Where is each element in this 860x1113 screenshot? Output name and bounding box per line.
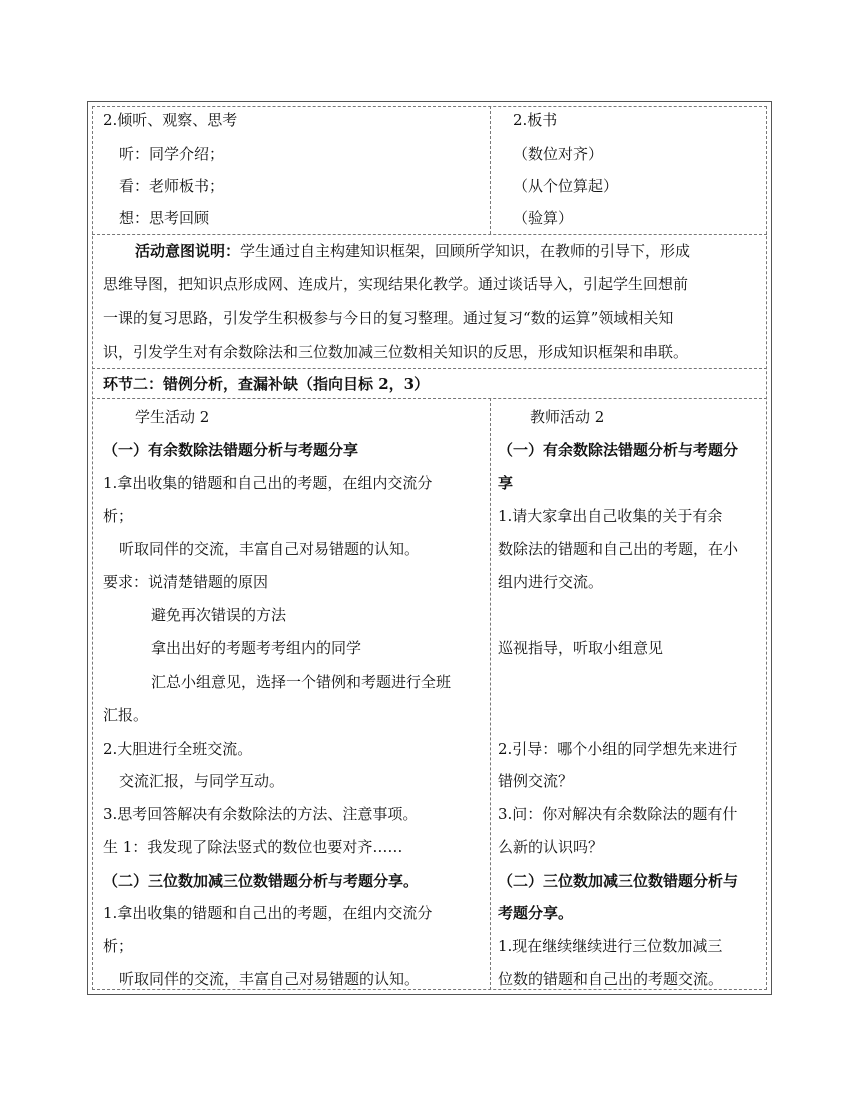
teacher-line: 位数的错题和自己出的考题交流。: [498, 970, 724, 988]
row-divider: [92, 368, 767, 369]
teacher-line: 3.问：你对解决有余数除法的题有什: [498, 805, 738, 823]
row1-right-line: （从个位算起）: [513, 177, 619, 195]
teacher-line: 错例交流？: [498, 772, 574, 790]
row1-left-line: 想：思考回顾: [119, 209, 210, 227]
teacher-line: 数除法的错题和自己出的考题，在小: [498, 540, 739, 558]
student-line: 1.拿出收集的错题和自己出的考题，在组内交流分: [103, 474, 433, 492]
teacher-line: 享: [498, 474, 514, 492]
student-line: 听取同伴的交流，丰富自己对易错题的认知。: [119, 540, 420, 558]
student-line: 析；: [103, 507, 134, 525]
student-line: （二）三位数加减三位数错题分析与考题分享。: [103, 872, 419, 890]
teacher-line: 组内进行交流。: [498, 573, 604, 591]
row1-right-line: （数位对齐）: [513, 145, 604, 163]
teacher-line: （一）有余数除法错题分析与考题分: [498, 441, 739, 459]
teacher-activity-title: 教师活动 2: [530, 408, 605, 426]
student-line: 汇报。: [103, 706, 149, 724]
student-line: 要求：说清楚错题的原因: [103, 573, 269, 591]
row1-right-line: （验算）: [513, 209, 574, 227]
student-line: 2.大胆进行全班交流。: [103, 740, 253, 758]
row-divider: [92, 398, 767, 399]
teacher-line: （二）三位数加减三位数错题分析与: [498, 872, 739, 890]
teacher-line: 1.现在继续继续进行三位数加减三: [498, 937, 723, 955]
row1-left-line: 看：老师板书；: [119, 177, 225, 195]
student-line: 拿出出好的考题考考组内的同学: [151, 639, 362, 657]
column-divider: [490, 106, 491, 234]
student-line: 汇总小组意见，选择一个错例和考题进行全班: [151, 673, 452, 691]
section-title: 环节二：错例分析，查漏补缺（指向目标 2，3）: [103, 375, 430, 393]
intent-text: 学生通过自主构建知识框架，回顾所学知识，在教师的引导下，形成: [240, 242, 691, 260]
student-line: 3.思考回答解决有余数除法的方法、注意事项。: [103, 805, 418, 823]
teacher-line: 考题分享。: [498, 904, 574, 922]
row1-left-line: 听：同学介绍；: [119, 145, 225, 163]
teacher-line: 么新的认识吗？: [498, 838, 604, 856]
student-line: 听取同伴的交流，丰富自己对易错题的认知。: [119, 970, 420, 988]
teacher-line: 巡视指导，听取小组意见: [498, 639, 664, 657]
student-activity-title: 学生活动 2: [135, 408, 210, 426]
row1-right-line: 2.板书: [513, 111, 558, 129]
row1-left-line: 2.倾听、观察、思考: [103, 111, 238, 129]
column-divider: [490, 398, 491, 990]
student-line: 生 1：我发现了除法竖式的数位也要对齐……: [103, 838, 403, 856]
intent-label: 活动意图说明：: [135, 242, 241, 260]
student-line: 析；: [103, 937, 134, 955]
teacher-line: 2.引导：哪个小组的同学想先来进行: [498, 740, 738, 758]
student-line: 1.拿出收集的错题和自己出的考题，在组内交流分: [103, 904, 433, 922]
intent-text: 一课的复习思路，引发学生积极参与今日的复习整理。通过复习“数的运算”领域相关知: [103, 309, 674, 327]
teacher-line: 1.请大家拿出自己收集的关于有余: [498, 507, 723, 525]
student-line: 交流汇报，与同学互动。: [119, 772, 285, 790]
row-divider: [92, 234, 767, 235]
student-line: （一）有余数除法错题分析与考题分享: [103, 441, 359, 459]
intent-text: 识，引发学生对有余数除法和三位数加减三位数相关知识的反思，形成知识框架和串联。: [103, 343, 689, 361]
intent-text: 思维导图，把知识点形成网、连成片，实现结果化教学。通过谈话导入，引起学生回想前: [103, 275, 689, 293]
student-line: 避免再次错误的方法: [151, 606, 287, 624]
